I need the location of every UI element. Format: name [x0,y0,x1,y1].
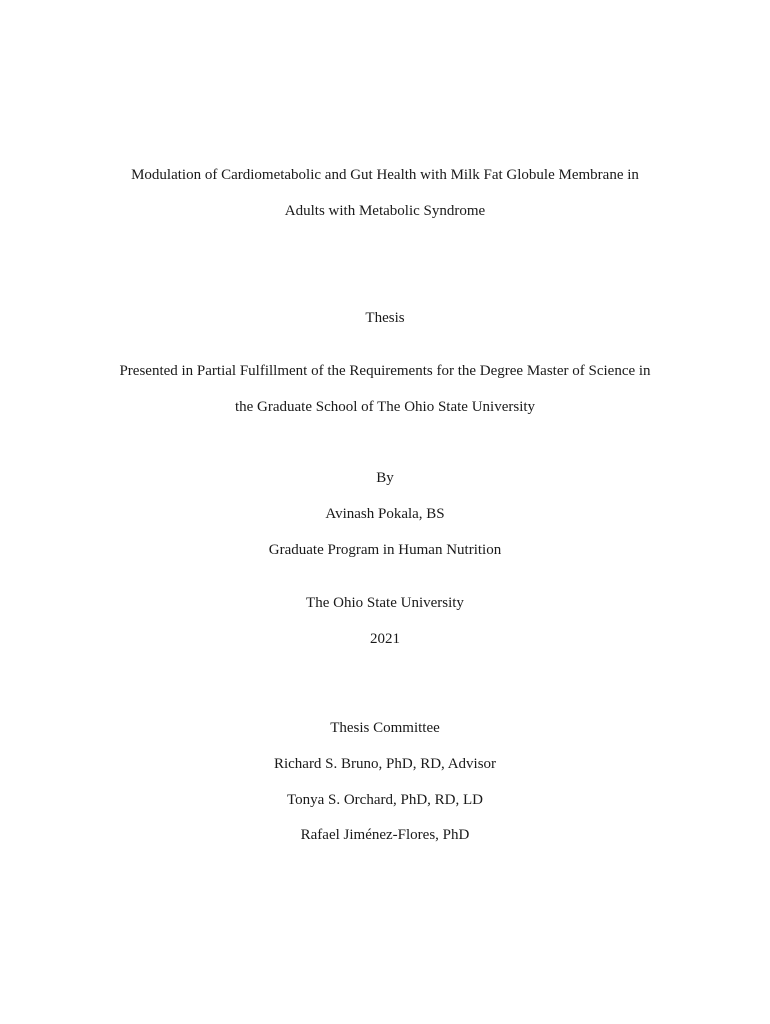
thesis-title-line-1: Modulation of Cardiometabolic and Gut Health with Milk Fat Globule Membrane in [131,167,639,183]
committee-member: Tonya S. Orchard, PhD, RD, LD [286,792,483,808]
university-name: The Ohio State University [306,595,464,611]
document-type: Thesis [365,310,405,326]
year: 2021 [370,631,400,647]
by-label: By [376,470,394,486]
committee-heading: Thesis Committee [330,720,440,736]
presentation-statement-line-1: Presented in Partial Fulfillment of the Requirements for the Degree Master of Science in [119,363,651,379]
author-name: Avinash Pokala, BS [325,506,445,522]
graduate-program: Graduate Program in Human Nutrition [268,542,502,558]
presentation-statement-line-2: the Graduate School of The Ohio State University [234,399,536,415]
committee-member: Rafael Jiménez-Flores, PhD [300,827,470,843]
thesis-title-line-2: Adults with Metabolic Syndrome [284,203,486,219]
committee-member: Richard S. Bruno, PhD, RD, Advisor [273,756,497,772]
